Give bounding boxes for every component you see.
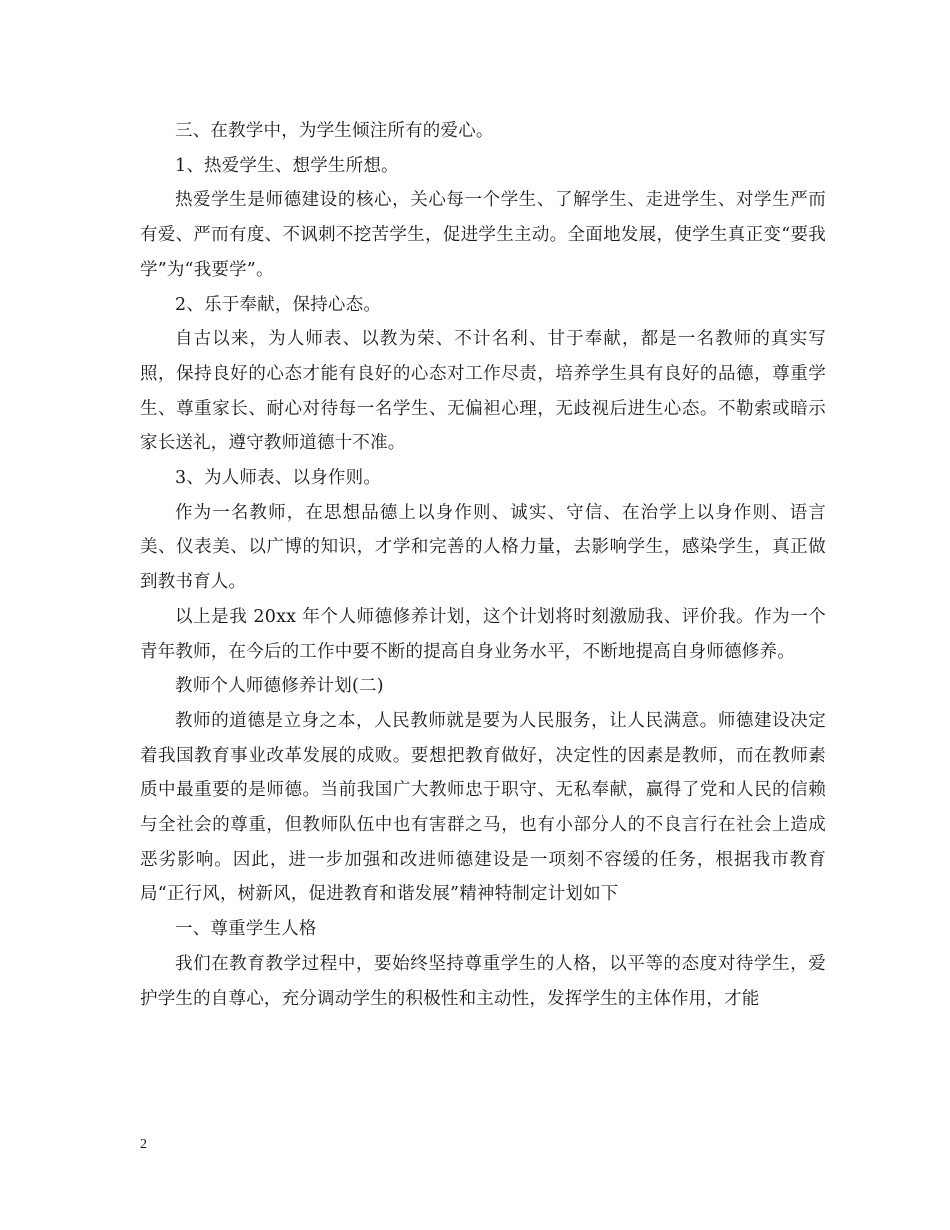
body-paragraph: 教师的道德是立身之本，人民教师就是要为人民服务，让人民满意。师德建设决定着我国教育事业改革发展的成败。要想把教育做好，决定性的因素是教师，而在教师素质中最重要的是师德。当前我国广大教师忠于职守、无私奉献，赢得了党和人民的信赖与全社会的尊重，但教师队伍中也有害群之马，也有小部分人的不良言行在社会上造成恶劣影响。因此，进一步加强和改进师德建设是一项刻不容缓的任务，根据我市教育局“正行风，树新风，促进教育和谐发展”精神特制定计划如下 (140, 710, 826, 905)
subheading-1: 1、热爱学生、想学生所想。 (175, 155, 399, 176)
page-number: 2 (140, 1137, 147, 1152)
subheading-3: 3、为人师表、以身作则。 (175, 468, 382, 489)
subheading-2: 2、乐于奉献，保持心态。 (175, 294, 382, 315)
document-body (140, 114, 826, 1016)
section-heading-3: 三、在教学中，为学生倾注所有的爱心。 (175, 121, 494, 141)
body-paragraph: 自古以来，为人师表、以教为荣、不计名利、甘于奉献，都是一名教师的真实写照，保持良好的心态才能有良好的心态对工作尽责，培养学生具有良好的品德，尊重学生、尊重家长、耐心对待每一名学生、无偏袒心理，无歧视后进生心态。不勒索或暗示家长送礼，遵守教师道德十不准。 (140, 329, 826, 454)
body-paragraph: 我们在教育教学过程中，要始终坚持尊重学生的人格，以平等的态度对待学生，爱护学生的自尊心，充分调动学生的积极性和主动性，发挥学生的主体作用，才能 (140, 953, 826, 1009)
body-paragraph: 热爱学生是师德建设的核心，关心每一个学生、了解学生、走进学生、对学生严而有爱、严而有度、不讽刺不挖苦学生，促进学生主动。全面地发展，使学生真正变“要我学”为“我要学”。 (140, 190, 826, 280)
section-heading-1: 一、尊重学生人格 (175, 919, 317, 940)
document-subtitle: 教师个人师德修养计划(二) (175, 676, 384, 697)
body-paragraph: 以上是我 20xx 年个人师德修养计划，这个计划将时刻激励我、评价我。作为一个青年教师，在今后的工作中要不断的提高自身业务水平，不断地提高自身师德修养。 (140, 606, 826, 662)
body-paragraph: 作为一名教师，在思想品德上以身作则、诚实、守信、在治学上以身作则、语言美、仪表美、以广博的知识，才学和完善的人格力量，去影响学生，感染学生，真正做到教书育人。 (140, 502, 826, 593)
